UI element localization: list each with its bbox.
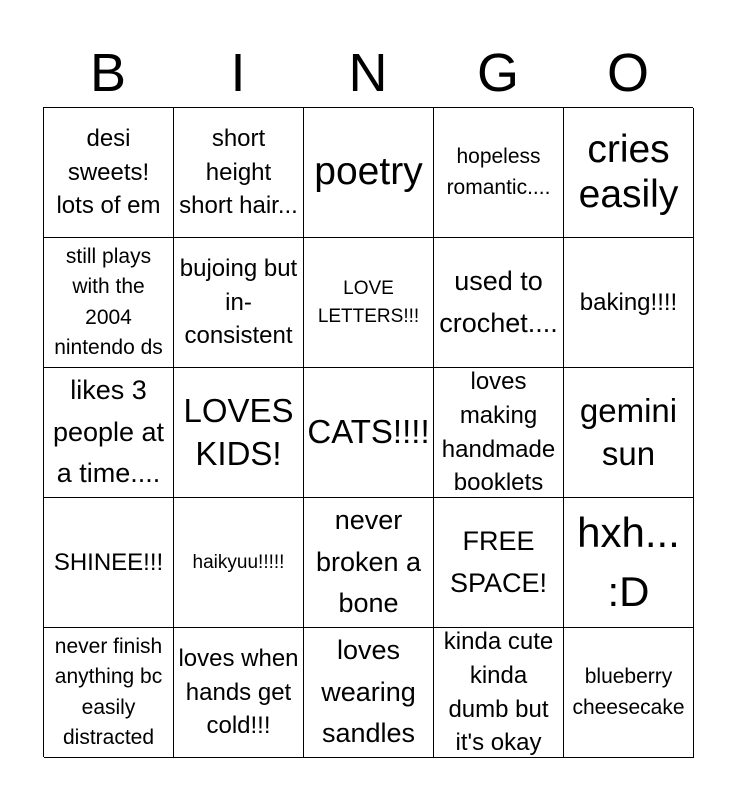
bingo-cell[interactable]: haikyuu!!!!! bbox=[174, 498, 304, 628]
bingo-cell[interactable]: baking!!!! bbox=[564, 238, 694, 368]
bingo-cell[interactable]: used to crochet.... bbox=[434, 238, 564, 368]
header-letter-g: G bbox=[476, 43, 519, 103]
bingo-cell[interactable]: kinda cute kinda dumb but it's okay bbox=[434, 628, 564, 758]
bingo-cell[interactable]: SHINEE!!! bbox=[44, 498, 174, 628]
free-space-cell[interactable]: FREE SPACE! bbox=[434, 498, 564, 628]
bingo-cell[interactable]: still plays with the 2004 nintendo ds bbox=[44, 238, 174, 368]
header-letter-b: B bbox=[89, 43, 127, 103]
bingo-cell[interactable]: poetry bbox=[304, 108, 434, 238]
bingo-cell[interactable]: loves wearing sandles bbox=[304, 628, 434, 758]
bingo-cell[interactable]: short height short hair... bbox=[174, 108, 304, 238]
bingo-cell[interactable]: loves when hands get cold!!! bbox=[174, 628, 304, 758]
bingo-cell[interactable]: never broken a bone bbox=[304, 498, 434, 628]
bingo-board bbox=[43, 107, 693, 757]
bingo-cell[interactable]: bujoing but in-consistent bbox=[174, 238, 304, 368]
bingo-cell[interactable]: cries easily bbox=[564, 108, 694, 238]
header-letter-n: N bbox=[348, 43, 388, 103]
bingo-cell[interactable]: CATS!!!! bbox=[304, 368, 434, 498]
bingo-cell[interactable]: hxh... :D bbox=[564, 498, 694, 628]
bingo-cell[interactable]: LOVES KIDS! bbox=[174, 368, 304, 498]
header-letter-o: O bbox=[606, 43, 649, 103]
bingo-cell[interactable]: never finish anything bc easily distracted bbox=[44, 628, 174, 758]
header-letter-i: I bbox=[230, 43, 246, 103]
bingo-cell[interactable]: blueberry cheesecake bbox=[564, 628, 694, 758]
bingo-cell[interactable]: loves making handmade booklets bbox=[434, 368, 564, 498]
bingo-header bbox=[43, 40, 693, 106]
bingo-cell[interactable]: hopeless romantic.... bbox=[434, 108, 564, 238]
bingo-cell[interactable]: likes 3 people at a time.... bbox=[44, 368, 174, 498]
bingo-cell[interactable]: gemini sun bbox=[564, 368, 694, 498]
bingo-cell[interactable]: LOVE LETTERS!!! bbox=[304, 238, 434, 368]
bingo-cell[interactable]: desi sweets! lots of em bbox=[44, 108, 174, 238]
